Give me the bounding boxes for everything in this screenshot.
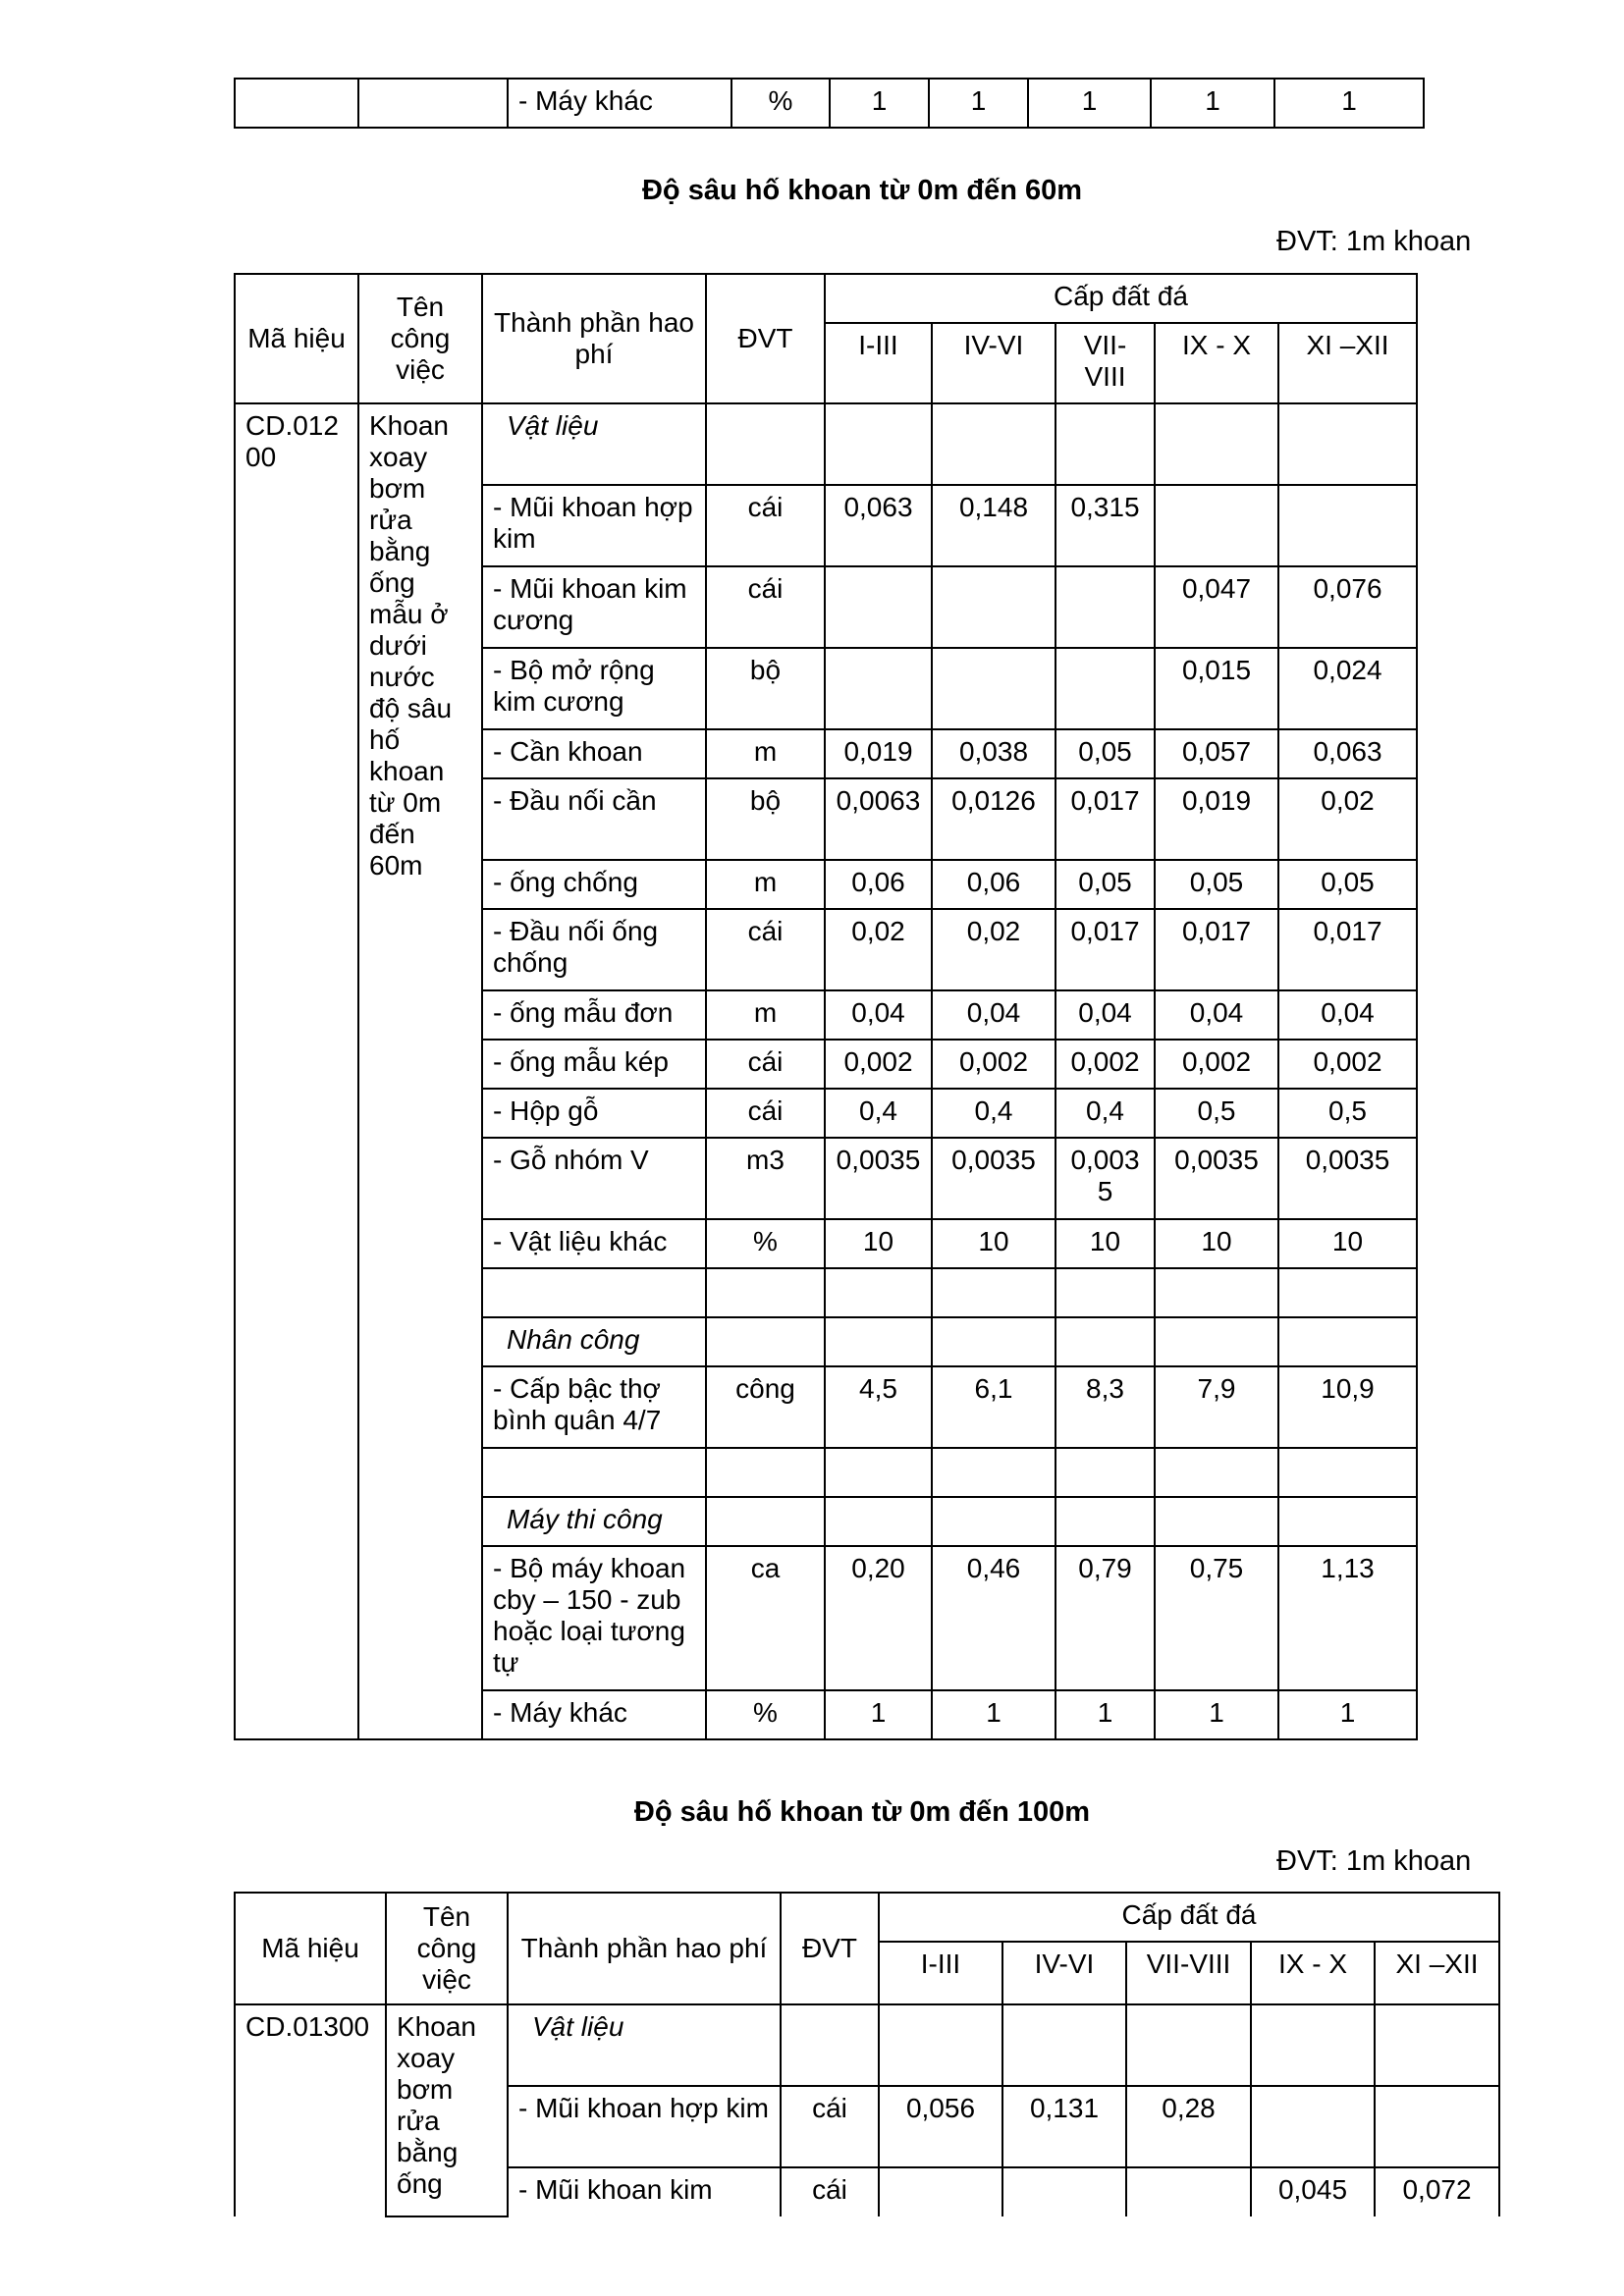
value-cell: 0,06: [825, 860, 932, 909]
unit-cell: m: [706, 729, 825, 778]
component-cell: - Vật liệu khác: [482, 1219, 706, 1268]
value-cell: 0,063: [825, 485, 932, 566]
value-cell: 0,20: [825, 1546, 932, 1690]
value-cell: 0,002: [825, 1040, 932, 1089]
value-cell: 0,315: [1056, 485, 1155, 566]
value-cell: [1155, 1497, 1278, 1546]
component-cell: - Máy khác: [508, 79, 731, 128]
norm-table-60m: [234, 273, 1418, 1740]
value-cell: 1: [1278, 1690, 1417, 1739]
header-grade: Cấp đất đá: [825, 274, 1417, 323]
table-row: [235, 2004, 1499, 2086]
component-cell: Nhân công: [482, 1317, 706, 1366]
value-cell: 0,076: [1278, 566, 1417, 648]
value-cell: [1155, 1317, 1278, 1366]
unit-cell: [706, 1317, 825, 1366]
value-cell: 6,1: [932, 1366, 1056, 1448]
value-cell: [1056, 1317, 1155, 1366]
value-cell: 0,04: [1278, 990, 1417, 1040]
value-cell: 10: [1278, 1219, 1417, 1268]
value-cell: 0,0035: [1155, 1138, 1278, 1219]
value-cell: 0,5: [1278, 1089, 1417, 1138]
value-cell: [825, 1448, 932, 1497]
value-cell: 0,79: [1056, 1546, 1155, 1690]
value-cell: [1375, 2004, 1499, 2086]
component-cell: - Gỗ nhóm V: [482, 1138, 706, 1219]
value-cell: 0,04: [825, 990, 932, 1040]
value-cell: [1251, 2004, 1375, 2086]
header-grade-5: XI –XII: [1278, 323, 1417, 403]
component-cell: Máy thi công: [482, 1497, 706, 1546]
table-cell: [358, 79, 508, 128]
value-cell: [825, 648, 932, 729]
value-cell: 10: [1056, 1219, 1155, 1268]
value-cell: 0,056: [879, 2086, 1002, 2167]
value-cell: [1278, 1268, 1417, 1317]
value-cell: 0,75: [1155, 1546, 1278, 1690]
value-cell: 1: [1155, 1690, 1278, 1739]
value-cell: 8,3: [1056, 1366, 1155, 1448]
value-cell: 0,015: [1155, 648, 1278, 729]
work-name-cell: Khoan xoay bơm rửa bằng ống mẫu ở dưới nước độ sâu hố khoan từ 0m đến 60m: [358, 403, 482, 1739]
value-cell: 7,9: [1155, 1366, 1278, 1448]
header-grade-1: I-III: [825, 323, 932, 403]
unit-cell: cái: [706, 909, 825, 990]
value-cell: 10: [825, 1219, 932, 1268]
unit-cell: [781, 2004, 879, 2086]
unit-cell: cái: [706, 566, 825, 648]
value-cell: 0,0035: [1056, 1138, 1155, 1219]
header-work: Tên công việc: [386, 1893, 508, 2004]
header-grade-4: IX - X: [1155, 323, 1278, 403]
section-title: Độ sâu hố khoan từ 0m đến 100m: [633, 1796, 1091, 1828]
value-cell: [1278, 403, 1417, 485]
value-cell: 0,017: [1056, 778, 1155, 860]
unit-cell: cái: [706, 1040, 825, 1089]
value-cell: 1: [932, 1690, 1056, 1739]
header-work: Tên công việc: [358, 274, 482, 403]
value-cell: 0,002: [932, 1040, 1056, 1089]
value-cell: 0,019: [1155, 778, 1278, 860]
unit-cell: %: [706, 1690, 825, 1739]
value-cell: 0,04: [1056, 990, 1155, 1040]
value-cell: [1002, 2004, 1126, 2086]
value-cell: 0,017: [1056, 909, 1155, 990]
value-cell: 1: [1056, 1690, 1155, 1739]
value-cell: 0,019: [825, 729, 932, 778]
value-cell: [932, 566, 1056, 648]
value-cell: [932, 1497, 1056, 1546]
value-cell: 0,4: [932, 1089, 1056, 1138]
header-code: Mã hiệu: [235, 274, 358, 403]
value-cell: 0,05: [1056, 860, 1155, 909]
component-cell: - Máy khác: [482, 1690, 706, 1739]
unit-cell: công: [706, 1366, 825, 1448]
unit-note: ĐVT: 1m khoan: [1276, 226, 1472, 257]
unit-cell: [706, 403, 825, 485]
value-cell: 0,047: [1155, 566, 1278, 648]
value-cell: [1155, 403, 1278, 485]
table-row: [235, 79, 1424, 128]
component-cell: - Đầu nối cần: [482, 778, 706, 860]
table-header-row: [235, 274, 1417, 323]
value-cell: [825, 1497, 932, 1546]
value-cell: 1: [929, 79, 1028, 128]
component-cell: [482, 1268, 706, 1317]
value-cell: 0,02: [1278, 778, 1417, 860]
value-cell: 0,0035: [1278, 1138, 1417, 1219]
work-name-cell: Khoan xoay bơm rửa bằng ống: [386, 2004, 508, 2216]
table-header-row: [235, 1893, 1499, 1942]
value-cell: [1056, 1268, 1155, 1317]
section-title: Độ sâu hố khoan từ 0m đến 60m: [641, 175, 1083, 206]
value-cell: [1278, 1448, 1417, 1497]
norm-table-100m: [234, 1892, 1500, 2217]
value-cell: 0,5: [1155, 1089, 1278, 1138]
component-cell: - Mũi khoan hợp kim: [482, 485, 706, 566]
value-cell: [1126, 2004, 1251, 2086]
value-cell: 10: [932, 1219, 1056, 1268]
component-cell: - ống mẫu đơn: [482, 990, 706, 1040]
component-cell: - Hộp gỗ: [482, 1089, 706, 1138]
value-cell: [932, 1268, 1056, 1317]
value-cell: [932, 1317, 1056, 1366]
value-cell: 1: [1028, 79, 1151, 128]
unit-cell: cái: [706, 485, 825, 566]
header-grade-2: IV-VI: [932, 323, 1056, 403]
component-cell: - Đầu nối ống chống: [482, 909, 706, 990]
value-cell: 0,04: [932, 990, 1056, 1040]
unit-cell: cái: [781, 2167, 879, 2216]
unit-cell: ca: [706, 1546, 825, 1690]
value-cell: 0,024: [1278, 648, 1417, 729]
unit-cell: [706, 1268, 825, 1317]
unit-cell: bộ: [706, 648, 825, 729]
component-cell: - Mũi khoan hợp kim: [508, 2086, 781, 2167]
component-cell: - Cần khoan: [482, 729, 706, 778]
value-cell: 0,04: [1155, 990, 1278, 1040]
component-cell: - Bộ máy khoan cby – 150 - zub hoặc loại tương tự: [482, 1546, 706, 1690]
header-unit: ĐVT: [781, 1893, 879, 2004]
value-cell: 0,0063: [825, 778, 932, 860]
value-cell: [1155, 485, 1278, 566]
unit-cell: cái: [706, 1089, 825, 1138]
value-cell: 0,0035: [825, 1138, 932, 1219]
table-cell: [235, 79, 358, 128]
value-cell: [932, 648, 1056, 729]
value-cell: 0,063: [1278, 729, 1417, 778]
unit-cell: m: [706, 990, 825, 1040]
value-cell: 0,05: [1056, 729, 1155, 778]
value-cell: [1251, 2086, 1375, 2167]
value-cell: 0,045: [1251, 2167, 1375, 2216]
value-cell: [879, 2004, 1002, 2086]
value-cell: 0,4: [825, 1089, 932, 1138]
value-cell: 0,28: [1126, 2086, 1251, 2167]
value-cell: [825, 403, 932, 485]
header-grade-2: IV-VI: [1002, 1942, 1126, 2004]
value-cell: 0,017: [1278, 909, 1417, 990]
value-cell: [825, 1268, 932, 1317]
value-cell: [1056, 1497, 1155, 1546]
value-cell: 0,4: [1056, 1089, 1155, 1138]
value-cell: [1056, 403, 1155, 485]
value-cell: 1: [1274, 79, 1424, 128]
header-unit: ĐVT: [706, 274, 825, 403]
component-cell: - ống chống: [482, 860, 706, 909]
header-code: Mã hiệu: [235, 1893, 386, 2004]
value-cell: [825, 566, 932, 648]
unit-note: ĐVT: 1m khoan: [1276, 1845, 1472, 1877]
component-cell: Vật liệu: [508, 2004, 781, 2086]
header-component: Thành phần hao phí: [482, 274, 706, 403]
value-cell: 1,13: [1278, 1546, 1417, 1690]
component-cell: - Bộ mở rộng kim cương: [482, 648, 706, 729]
value-cell: [1002, 2167, 1126, 2216]
value-cell: [932, 403, 1056, 485]
value-cell: 10: [1155, 1219, 1278, 1268]
value-cell: 0,0126: [932, 778, 1056, 860]
header-grade: Cấp đất đá: [879, 1893, 1499, 1942]
unit-cell: m: [706, 860, 825, 909]
unit-cell: bộ: [706, 778, 825, 860]
value-cell: [879, 2167, 1002, 2216]
value-cell: 0,057: [1155, 729, 1278, 778]
unit-cell: %: [706, 1219, 825, 1268]
value-cell: [1278, 1317, 1417, 1366]
table-row: [235, 403, 1417, 485]
value-cell: 0,002: [1056, 1040, 1155, 1089]
value-cell: [1155, 1448, 1278, 1497]
unit-cell: [706, 1497, 825, 1546]
value-cell: 10,9: [1278, 1366, 1417, 1448]
value-cell: 0,072: [1375, 2167, 1499, 2216]
component-cell: - Cấp bậc thợ bình quân 4/7: [482, 1366, 706, 1448]
value-cell: [1278, 485, 1417, 566]
component-cell: Vật liệu: [482, 403, 706, 485]
header-grade-1: I-III: [879, 1942, 1002, 2004]
component-cell: [482, 1448, 706, 1497]
value-cell: [1155, 1268, 1278, 1317]
code-cell: CD.01300: [235, 2004, 386, 2216]
value-cell: [932, 1448, 1056, 1497]
value-cell: 0,05: [1278, 860, 1417, 909]
header-grade-3: VII-VIII: [1126, 1942, 1251, 2004]
value-cell: 0,017: [1155, 909, 1278, 990]
value-cell: 0,002: [1155, 1040, 1278, 1089]
header-grade-4: IX - X: [1251, 1942, 1375, 2004]
value-cell: 1: [825, 1690, 932, 1739]
unit-cell: cái: [781, 2086, 879, 2167]
value-cell: [1056, 566, 1155, 648]
value-cell: [1126, 2167, 1251, 2216]
value-cell: 0,02: [932, 909, 1056, 990]
value-cell: 0,131: [1002, 2086, 1126, 2167]
value-cell: [1056, 1448, 1155, 1497]
value-cell: 0,06: [932, 860, 1056, 909]
component-cell: - Mũi khoan kim cương: [482, 566, 706, 648]
value-cell: 0,148: [932, 485, 1056, 566]
value-cell: 0,05: [1155, 860, 1278, 909]
unit-cell: [706, 1448, 825, 1497]
value-cell: [825, 1317, 932, 1366]
value-cell: 0,02: [825, 909, 932, 990]
value-cell: 4,5: [825, 1366, 932, 1448]
header-component: Thành phần hao phí: [508, 1893, 781, 2004]
value-cell: [1375, 2086, 1499, 2167]
value-cell: 0,038: [932, 729, 1056, 778]
value-cell: [1278, 1497, 1417, 1546]
value-cell: 0,46: [932, 1546, 1056, 1690]
value-cell: 1: [830, 79, 929, 128]
code-cell: CD.01200: [235, 403, 358, 1739]
value-cell: 0,0035: [932, 1138, 1056, 1219]
value-cell: 0,002: [1278, 1040, 1417, 1089]
unit-cell: %: [731, 79, 830, 128]
unit-cell: m3: [706, 1138, 825, 1219]
continued-table-fragment: [234, 78, 1425, 129]
header-grade-3: VII-VIII: [1056, 323, 1155, 403]
component-cell: - Mũi khoan kim: [508, 2167, 781, 2216]
value-cell: 1: [1151, 79, 1274, 128]
header-grade-5: XI –XII: [1375, 1942, 1499, 2004]
component-cell: - ống mẫu kép: [482, 1040, 706, 1089]
value-cell: [1056, 648, 1155, 729]
